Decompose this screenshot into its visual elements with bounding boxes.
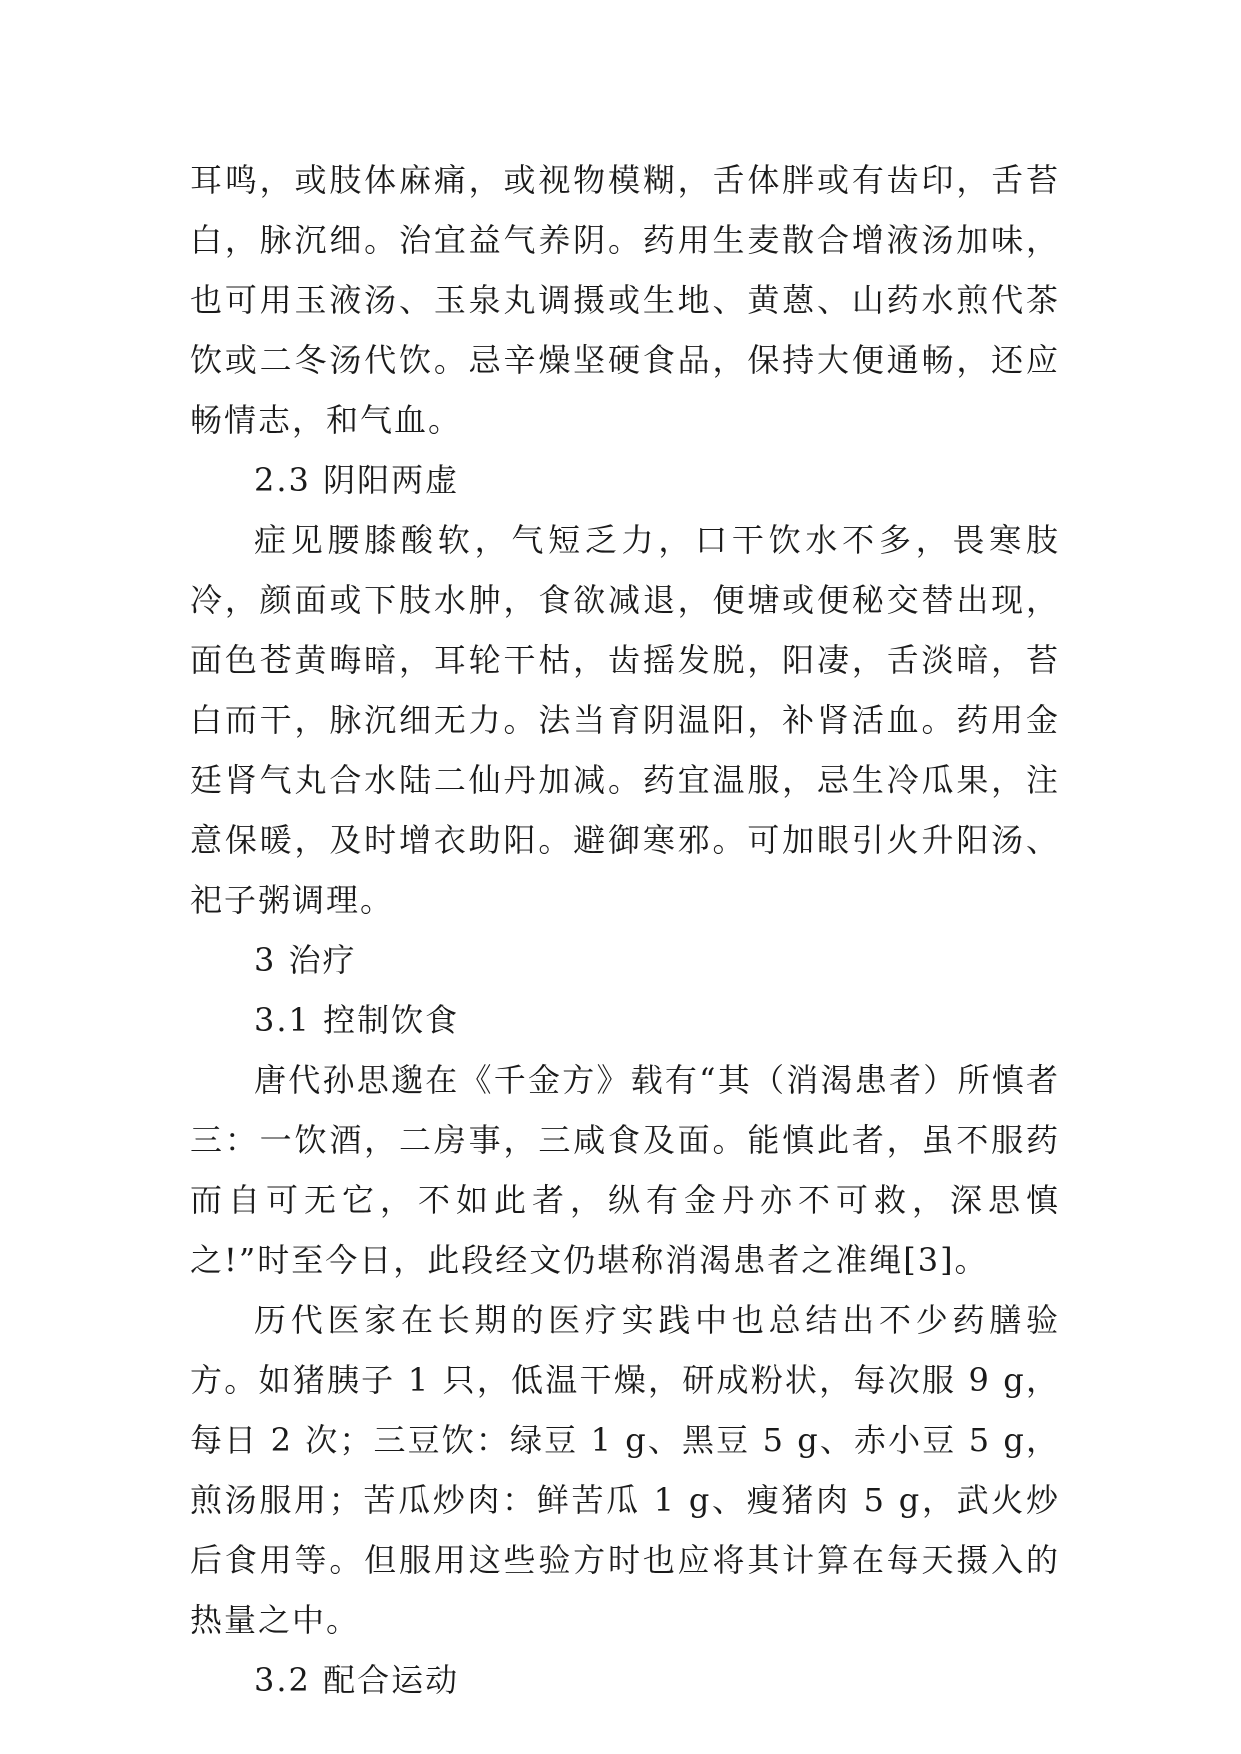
paragraph-yin-yang-deficiency: 症见腰膝酸软，气短乏力，口干饮水不多，畏寒肢冷，颜面或下肢水肿，食欲减退，便塘或便秘交替出现，面色苍黄晦暗，耳轮干枯，齿摇发脱，阳凄，舌淡暗，苔白而干，脉沉细无力。法当育阴温阳，补肾活血。药用金廷肾气丸合水陆二仙丹加减。药宜温服，忌生冷瓜果，注意保暖，及时增衣助阳。避御寒邪。可加眼引火升阳汤、祀子粥调理。 (190, 521, 1060, 919)
section-heading-2-3: 2.3 阴阳两虚 (254, 461, 460, 499)
paragraph-medicinal-diet-recipes: 历代医家在长期的医疗实践中也总结出不少药膳验方。如猪胰子 1 只，低温干燥，研成粉状，每次服 9 g，每日 2 次；三豆饮：绿豆 1 g、黑豆 5 g、赤小豆 5 g，煎汤服用；苦瓜炒肉：鲜苦瓜 1 g、瘦猪肉 5 g，武火炒后食用等。但服用这些验方时也应将其计算在每天摄入的热量之中。 (190, 1301, 1060, 1639)
section-heading-3-2: 3.2 配合运动 (254, 1661, 460, 1699)
document-body (190, 150, 1060, 1710)
section-heading-3-1: 3.1 控制饮食 (254, 1001, 460, 1039)
paragraph-qi-yin-deficiency-continued: 耳鸣，或肢体麻痛，或视物模糊，舌体胖或有齿印，舌苔白，脉沉细。治宜益气养阴。药用生麦散合增液汤加味，也可用玉液汤、玉泉丸调摄或生地、黄蒽、山药水煎代茶饮或二冬汤代饮。忌辛燥坚硬食品，保持大便通畅，还应畅情志，和气血。 (190, 161, 1060, 439)
section-heading-3: 3 治疗 (254, 941, 357, 979)
paragraph-qianjinfang-quote: 唐代孙思邈在《千金方》载有“其（消渴患者）所慎者三：一饮酒，二房事，三咸食及面。能慎此者，虽不服药而自可无它，不如此者，纵有金丹亦不可救，深思慎之!”时至今日，此段经文仍堪称消渴患者之准绳[3]。 (190, 1061, 1060, 1279)
